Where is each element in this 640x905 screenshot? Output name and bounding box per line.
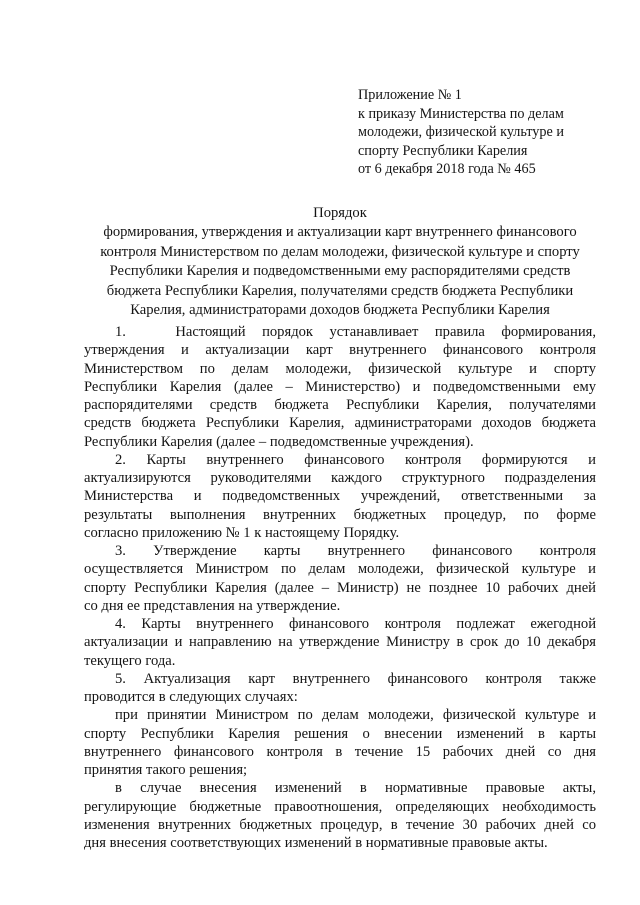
title-line: формирования, утверждения и актуализации карт внутреннего финансового [103, 224, 577, 241]
document-title [70, 204, 610, 320]
title-line: контроля Министерством по делам молодежи, физической культуре и спорту [100, 243, 580, 260]
body-line: в случае внесения изменений в нормативные правовые акты, [115, 780, 596, 797]
body-line: 2. Карты внутреннего финансового контроля формируются и [115, 451, 596, 468]
body-line: принятия такого решения; [84, 762, 248, 778]
title-line: Республики Карелия и подведомственными ему распорядителями средств [109, 263, 571, 280]
body-line: Республики Карелия (далее – Министерство) и подведомственными ему [84, 378, 596, 395]
body-line: 5. Актуализация карт внутреннего финансового контроля также [115, 670, 596, 687]
body-line: согласно приложению № 1 к настоящему Порядку. [84, 524, 400, 541]
body-line: спорту Республики Карелия (далее – Министр) не позднее 10 рабочих дней [84, 579, 596, 596]
appendix-header [358, 86, 598, 179]
appendix-line: к приказу Министерства по делам [358, 105, 564, 122]
appendix-line: молодежи, физической культуре и [358, 124, 564, 141]
body-line: 4. Карты внутреннего финансового контроля подлежат ежегодной [115, 616, 596, 632]
body-line: регулирующие бюджетные правоотношения, определяющих необходимость [84, 798, 596, 815]
appendix-line: от 6 декабря 2018 года № 465 [358, 161, 536, 178]
body-line: изменения внутренних бюджетных процедур, в течение 30 рабочих дней со [84, 816, 596, 833]
body-line: текущего года. [84, 652, 176, 669]
body-line: утверждения и актуализации карт внутреннего финансового контроля [84, 342, 596, 359]
title-line: Карелия, администраторами доходов бюджета Республики Карелия [130, 302, 550, 319]
body-line: дня внесения соответствующих изменений в нормативные правовые акты. [84, 835, 548, 851]
body-line: Министерства и подведомственных учреждений, ответственными за [84, 488, 596, 505]
body-line: спорту Республики Карелия решения о внесении изменений в карты [84, 725, 596, 742]
body-line: при принятии Министром по делам молодежи, физической культуре и [115, 707, 596, 724]
body-line: внутреннего финансового контроля в течение 15 рабочих дней со дня [84, 743, 596, 760]
body-line: актуализации и направлению на утверждение Министру в срок до 10 декабря [84, 634, 596, 651]
body-line: актуализируются руководителями каждого структурного подразделения [84, 470, 596, 486]
body-line: средств бюджета Республики Карелия, администраторами доходов бюджета [84, 415, 596, 432]
body-line: Министерством по делам молодежи, физической культуре и спорту [84, 360, 596, 377]
body-line: распорядителями средств бюджета Республики Карелия, получателями [84, 397, 596, 413]
appendix-line: Приложение № 1 [358, 87, 462, 103]
body-line: результаты выполнения внутренних бюджетных процедур, по форме [84, 506, 596, 523]
document-body [84, 323, 596, 852]
body-line: Республики Карелия (далее – подведомственные учреждения). [84, 433, 474, 450]
body-line: со дня ее представления на утверждение. [84, 597, 341, 614]
appendix-line: спорту Республики Карелия [358, 142, 528, 159]
body-line: осуществляется Министром по делам молодежи, физической культуре и [84, 561, 596, 578]
body-line: проводится в следующих случаях: [84, 689, 298, 705]
body-line: 1. Настоящий порядок устанавливает правила формирования, [115, 324, 596, 340]
body-line: 3. Утверждение карты внутреннего финансового контроля [115, 543, 596, 559]
title-line: бюджета Республики Карелия, получателями средств бюджета Республики [106, 282, 574, 299]
title-line: Порядок [313, 205, 367, 221]
